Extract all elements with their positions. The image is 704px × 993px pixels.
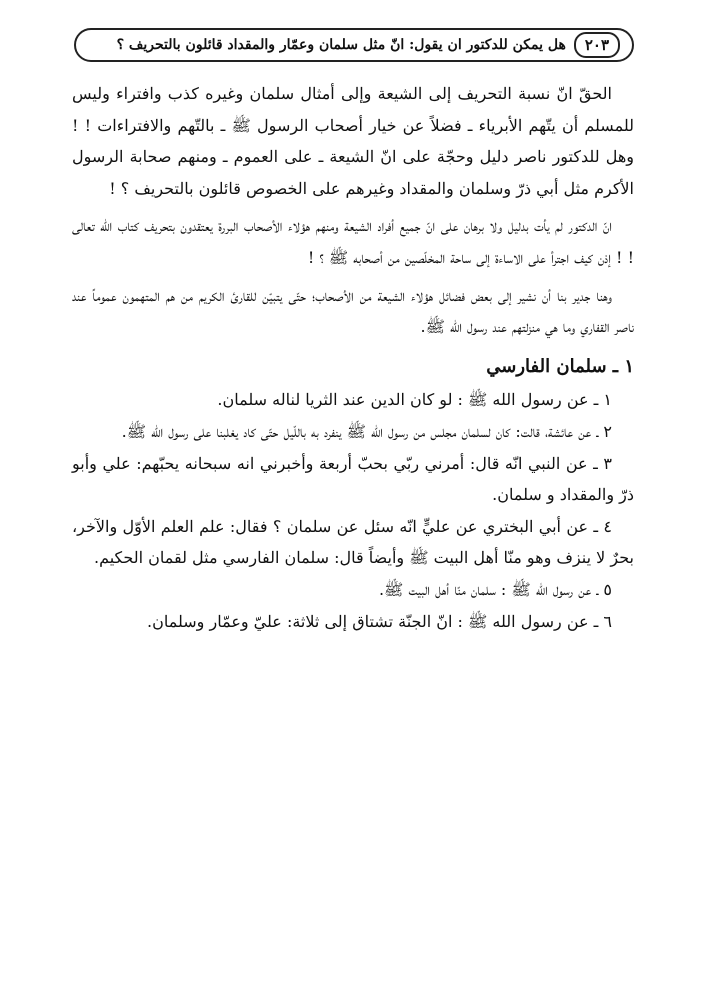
running-title: هل يمكن للدكتور ان يقول: انّ مثل سلمان وعمّار والمقداد قائلون بالتحريف ؟	[116, 37, 566, 53]
paragraph: وهنا جدير بنا أن نشير إلى بعض فضائل هؤلاء الشيعة من الأصحاب؛ حتّى يتبيّن للقارئ الكريم من هم المتهمون عموماً عند ناصر القفاري وما هي منزلتهم عند رسول الله ﷺ.	[72, 285, 634, 337]
paragraph: الحقّ انّ نسبة التحريف إلى الشيعة وإلى أمثال سلمان وغيره كذب وافتراء وليس للمسلم أن يتّهم الأبرياء ـ فضلاً عن خيار أصحاب الرسول ﷺ ـ بالتّهم والافتراءات ! ! وهل للدكتور ناصر دليل وحجّة على انّ الشيعة ـ على العموم ـ ومنهم صحابة الرسول الأكرم مثل أبي ذرّ وسلمان والمقداد وغيرهم على الخصوص قائلون بالتحريف ؟ !	[72, 84, 634, 198]
hadith-item: ٣ ـ عن النبي انّه قال: أمرني ربّي بحبّ أربعة وأخبرني انه سبحانه يحبّهم: علي وأبو ذرّ والمقداد و سلمان.	[72, 453, 634, 505]
page-number: ٢٠٣	[574, 32, 620, 58]
page-header	[74, 28, 634, 62]
hadith-item: ٤ ـ عن أبي البختري عن عليٍّ انّه سئل عن سلمان ؟ فقال: علم العلم الأوّل والآخر، بحرٌ لا ينزف وهو منّا أهل البيت ﷺ وأيضاً قال: سلمان الفارسي مثل لقمان الحكيم.	[72, 516, 634, 568]
hadith-item: ١ ـ عن رسول الله ﷺ : لو كان الدين عند الثريا لناله سلمان.	[217, 390, 612, 410]
hadith-item: ٢ ـ عن عائشة، قالت: كان لسلمان مجلس من رسول الله ﷺ ينفرد به باللّيل حتّى كاد يغلبنا على رسول الله ﷺ.	[121, 421, 612, 441]
hadith-item: ٥ ـ عن رسول الله ﷺ : سلمان منّا أهل البيت ﷺ.	[378, 579, 612, 599]
paragraph: انّ الدكتور لم يأت بدليل ولا برهان على انّ جميع أفراد الشيعة ومنهم هؤلاء الأصحاب البررة يعتقدون بتحريف كتاب الله تعالى ! ! إذن كيف اجترأ على الاساءة إلى ساحة المخلّصين من أصحابه ﷺ ؟ !	[72, 216, 634, 267]
hadith-item: ٦ ـ عن رسول الله ﷺ : انّ الجنّة تشتاق إلى ثلاثة: عليّ وعمّار وسلمان.	[146, 611, 612, 631]
page-body	[72, 78, 634, 637]
section-heading: ١ ـ سلمان الفارسي	[486, 355, 634, 377]
